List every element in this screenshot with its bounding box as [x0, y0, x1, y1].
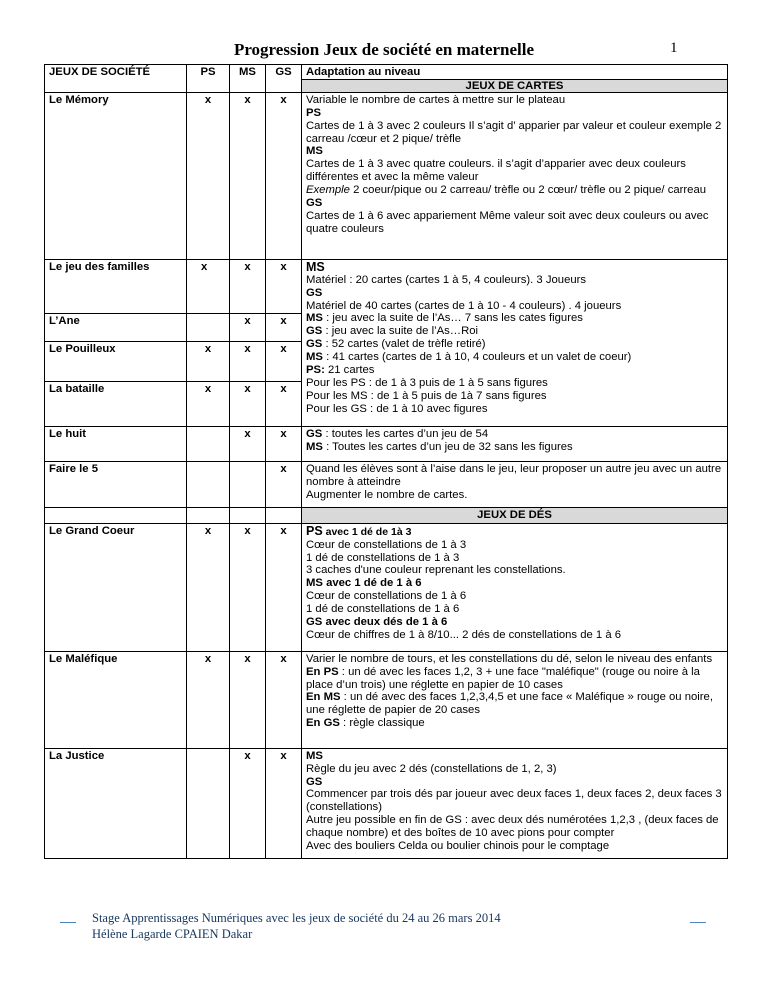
adaptation-cell — [302, 259, 728, 426]
text-line: Cœur de chiffres de 1 à 8/10... 2 dés de constellations de 1 à 6 — [306, 628, 622, 641]
empty-cell — [45, 507, 187, 523]
ms-mark: x — [230, 92, 266, 259]
ms-mark: x — [230, 426, 266, 461]
game-name: L’Ane — [45, 313, 187, 341]
text-line: Avec des bouliers Celda ou boulier chinois pour le comptage — [306, 840, 610, 853]
ms-mark: x — [230, 523, 266, 651]
gs-mark: x — [266, 426, 302, 461]
level-label: GS — [306, 338, 323, 351]
text-line — [306, 351, 723, 364]
text-line — [306, 717, 723, 730]
header-adaptation-label: Adaptation au niveau — [306, 66, 421, 78]
ps-mark: x — [187, 523, 230, 651]
text-line: Pour les PS : de 1 à 3 puis de 1 à 5 sans figures — [306, 376, 548, 389]
ms-mark — [230, 461, 266, 507]
level-heading — [306, 525, 723, 539]
table-header-row — [45, 65, 728, 93]
gs-mark: x — [266, 259, 302, 313]
text-line: 3 caches d'une couleur reprenant les constellations. — [306, 564, 566, 577]
ps-mark: x — [187, 381, 230, 426]
footer-rule-right — [690, 922, 706, 923]
ps-mark — [187, 313, 230, 341]
adaptation-cell — [302, 461, 728, 507]
level-label: PS — [306, 523, 323, 538]
page-number: 1 — [670, 40, 678, 56]
text-line — [306, 312, 723, 325]
level-label: MS — [306, 259, 325, 274]
text-line — [306, 691, 723, 717]
level-detail: avec 1 dé de 1à 3 — [322, 525, 412, 538]
text: : 52 cartes (valet de trèfle retiré) — [322, 338, 486, 351]
header-ps: PS — [187, 65, 230, 93]
footer-rule-left — [60, 922, 76, 923]
game-name: Faire le 5 — [45, 461, 187, 507]
ms-mark: x — [230, 381, 266, 426]
adaptation-cell — [302, 651, 728, 748]
table-row — [45, 461, 728, 507]
level-label: GS avec deux dés de 1 à 6 — [306, 616, 448, 629]
level-label: En MS — [306, 691, 341, 704]
text: : jeu avec la suite de l’As…Roi — [322, 325, 479, 338]
text-line — [306, 428, 723, 441]
text-line: Cartes de 1 à 3 avec 2 couleurs Il s’agit d’ apparier par valeur et couleur exemple 2 carreau /cœur et 2 pique/ trèfle — [306, 119, 722, 145]
level-label: MS — [306, 440, 323, 453]
example-text: 2 coeur/pique ou 2 carreau/ trèfle ou 2 cœur/ trèfle ou 2 pique/ carreau — [349, 184, 707, 197]
text-line: Augmenter le nombre de cartes. — [306, 488, 468, 501]
text-line — [306, 325, 723, 338]
page-title: Progression Jeux de société en maternelle — [233, 40, 535, 59]
header-games: JEUX DE SOCIÉTÉ — [45, 65, 187, 93]
footer-line-1: Stage Apprentissages Numériques avec les jeux de société du 24 au 26 mars 2014 — [92, 911, 501, 925]
ms-mark: x — [230, 341, 266, 381]
gs-mark: x — [266, 381, 302, 426]
level-label: GS — [306, 325, 323, 338]
text-line — [306, 441, 723, 454]
text-line: Cœur de constellations de 1 à 3 — [306, 538, 467, 551]
game-name: Le jeu des familles — [45, 259, 187, 313]
gs-mark: x — [266, 313, 302, 341]
level-label: PS: — [306, 364, 325, 377]
text-line: Varier le nombre de tours, et les constellations du dé, selon le niveau des enfants — [306, 652, 713, 665]
adaptation-cell — [302, 426, 728, 461]
text: : un dé avec les faces 1,2, 3 + une face "maléfique" (rouge ou noire à la place d’un trois) une réglette en papier de 10 cases — [306, 665, 700, 691]
section-cards-title: JEUX DE CARTES — [302, 79, 727, 93]
empty-cell — [266, 507, 302, 523]
game-name: Le Mémory — [45, 92, 187, 259]
level-label: MS — [306, 749, 323, 762]
text-line: Matériel : 20 cartes (cartes 1 à 5, 4 couleurs). 3 Joueurs — [306, 273, 587, 286]
text-line — [306, 338, 723, 351]
gs-mark: x — [266, 341, 302, 381]
level-label: GS — [306, 427, 323, 440]
ms-mark: x — [230, 313, 266, 341]
text-line: Quand les élèves sont à l’aise dans le jeu, leur proposer un autre jeu avec un autre nombre à atteindre — [306, 462, 722, 488]
level-label: GS — [306, 775, 323, 788]
text: : 41 cartes (cartes de 1 à 10, 4 couleurs et un valet de coeur) — [322, 351, 632, 364]
level-label: MS avec 1 dé de 1 à 6 — [306, 577, 422, 590]
adaptation-cell — [302, 92, 728, 259]
text-line: Cartes de 1 à 3 avec quatre couleurs. il s’agit d’apparier avec deux couleurs différentes et avec la même valeur — [306, 158, 686, 184]
text-line: 1 dé de constellations de 1 à 3 — [306, 551, 460, 564]
game-name: Le Maléfique — [45, 651, 187, 748]
table-row — [45, 426, 728, 461]
games-table — [44, 64, 728, 859]
header-ms: MS — [230, 65, 266, 93]
level-label: MS — [306, 351, 323, 364]
text-line: Pour les MS : de 1 à 5 puis de 1à 7 sans figures — [306, 389, 547, 402]
ms-mark: x — [230, 259, 266, 313]
text-line: Variable le nombre de cartes à mettre sur le plateau — [306, 93, 566, 106]
header-adaptation — [302, 65, 728, 93]
gs-mark: x — [266, 523, 302, 651]
footer-text — [92, 910, 501, 942]
text: : Toutes les cartes d’un jeu de 32 sans les figures — [322, 440, 573, 453]
text: : jeu avec la suite de l’As… 7 sans les cates figures — [322, 312, 583, 325]
ms-mark: x — [230, 748, 266, 858]
table-row — [45, 651, 728, 748]
gs-mark: x — [266, 748, 302, 858]
text-line: 1 dé de constellations de 1 à 6 — [306, 603, 460, 616]
text-line — [306, 666, 723, 692]
text-line — [306, 364, 723, 377]
game-name: Le Pouilleux — [45, 341, 187, 381]
text: : un dé avec des faces 1,2,3,4,5 et une face « Maléfique » rouge ou noire, une réglette de papier de 20 cases — [306, 691, 713, 717]
ps-mark: x — [187, 341, 230, 381]
ps-mark: x — [187, 92, 230, 259]
text-line: Cartes de 1 à 6 avec appariement Même valeur soit avec deux couleurs ou avec quatre couleurs — [306, 209, 709, 235]
gs-mark: x — [266, 651, 302, 748]
text-line: Pour les GS : de 1 à 10 avec figures — [306, 402, 488, 415]
ps-mark — [187, 426, 230, 461]
ps-mark — [187, 748, 230, 858]
section-dice-title: JEUX DE DÉS — [302, 507, 728, 523]
footer-line-2: Hélène Lagarde CPAIEN Dakar — [92, 927, 253, 941]
level-label: En PS — [306, 665, 339, 678]
adaptation-cell — [302, 523, 728, 651]
text-line: Cœur de constellations de 1 à 6 — [306, 590, 467, 603]
game-name: Le Grand Coeur — [45, 523, 187, 651]
ps-mark: x — [187, 651, 230, 748]
game-name: La bataille — [45, 381, 187, 426]
table-row — [45, 523, 728, 651]
table-row — [45, 259, 728, 313]
text-line: Autre jeu possible en fin de GS : avec deux dés numérotées 1,2,3 , (deux faces de chaque nombre) et des boîtes de 10 avec pions pour compter — [306, 814, 719, 840]
gs-mark: x — [266, 92, 302, 259]
empty-cell — [230, 507, 266, 523]
header-gs: GS — [266, 65, 302, 93]
adaptation-cell — [302, 748, 728, 858]
empty-cell — [187, 507, 230, 523]
table-row — [45, 748, 728, 858]
text: 21 cartes — [324, 364, 375, 377]
level-label: GS — [306, 197, 323, 210]
text: : règle classique — [339, 717, 425, 730]
game-name: La Justice — [45, 748, 187, 858]
text-line: Commencer par trois dés par joueur avec deux faces 1, deux faces 2, deux faces 3 (constellations) — [306, 788, 722, 814]
table-row — [45, 92, 728, 259]
text-line — [306, 184, 723, 197]
text-line: Matériel de 40 cartes (cartes de 1 à 10 - 4 couleurs) . 4 joueurs — [306, 299, 622, 312]
gs-mark: x — [266, 461, 302, 507]
text: : toutes les cartes d’un jeu de 54 — [322, 427, 489, 440]
level-label: GS — [306, 286, 323, 299]
level-label: MS — [306, 145, 323, 158]
ps-mark — [187, 461, 230, 507]
section-row — [45, 507, 728, 523]
game-name: Le huit — [45, 426, 187, 461]
level-label: MS — [306, 312, 323, 325]
text-line: Règle du jeu avec 2 dés (constellations de 1, 2, 3) — [306, 762, 557, 775]
example-label: Exemple — [306, 184, 350, 197]
ms-mark: x — [230, 651, 266, 748]
ps-mark: x — [187, 259, 230, 313]
level-label: En GS — [306, 717, 340, 730]
level-label: PS — [306, 106, 322, 119]
